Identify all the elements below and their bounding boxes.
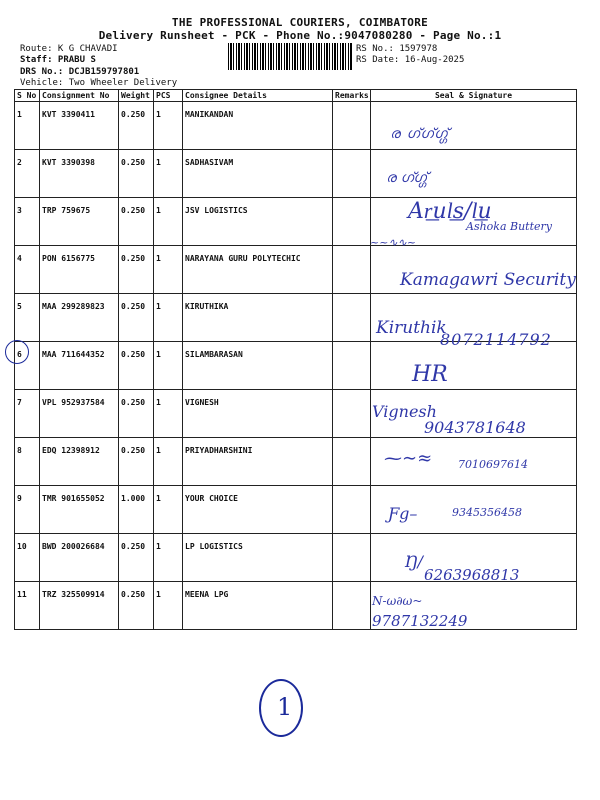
cell-weight: 0.250 — [119, 438, 154, 486]
cell-remarks — [333, 582, 371, 630]
signature-row-8-number: 7010697614 — [458, 458, 528, 471]
signature-row-7-number: 9043781648 — [424, 418, 526, 437]
cell-sno: 8 — [15, 438, 40, 486]
cell-consignee: MANIKANDAN — [183, 102, 333, 150]
signature-row-10-scribble: Ŋ/ — [404, 552, 423, 571]
cell-consignee: SADHASIVAM — [183, 150, 333, 198]
cell-pcs: 1 — [154, 102, 183, 150]
drs-label: DRS No.: DCJB159797801 — [20, 67, 140, 77]
cell-sno: 4 — [15, 246, 40, 294]
signature-row-10-number: 6263968813 — [424, 566, 520, 584]
cell-consignee: KIRUTHIKA — [183, 294, 333, 342]
cell-weight: 0.250 — [119, 342, 154, 390]
cell-pcs: 1 — [154, 342, 183, 390]
cell-consignment: KVT 3390411 — [40, 102, 119, 150]
cell-sno: 3 — [15, 198, 40, 246]
col-signature: Seal & Signature — [371, 90, 577, 102]
cell-pcs: 1 — [154, 486, 183, 534]
cell-weight: 0.250 — [119, 534, 154, 582]
cell-consignee: VIGNESH — [183, 390, 333, 438]
vehicle-label: Vehicle: Two Wheeler Delivery — [20, 78, 178, 88]
cell-remarks — [333, 294, 371, 342]
signature-row-7-name: Vignesh — [372, 402, 437, 421]
rs-date: RS Date: 16-Aug-2025 — [356, 55, 465, 65]
circled-page-number — [259, 679, 303, 737]
signature-row-4: Kamagawri Security — [400, 270, 576, 290]
cell-consignment: MAA 711644352 — [40, 342, 119, 390]
barcode — [228, 43, 352, 70]
signature-row-1: ര ഗ്ഗ്ഗ്ഗ് — [390, 126, 449, 142]
cell-remarks — [333, 534, 371, 582]
cell-pcs: 1 — [154, 246, 183, 294]
cell-consignment: KVT 3390398 — [40, 150, 119, 198]
cell-sno: 10 — [15, 534, 40, 582]
cell-consignee: MEENA LPG — [183, 582, 333, 630]
cell-weight: 0.250 — [119, 198, 154, 246]
cell-sno: 9 — [15, 486, 40, 534]
cell-consignee: SILAMBARASAN — [183, 342, 333, 390]
cell-consignment: EDQ 12398912 — [40, 438, 119, 486]
signature-row-5-number: 8072114792 — [440, 330, 552, 349]
cell-remarks — [333, 102, 371, 150]
signature-row-9-scribble: Ƒg– — [388, 504, 418, 523]
runsheet-table — [14, 89, 577, 630]
col-weight: Weight — [119, 90, 154, 102]
cell-remarks — [333, 342, 371, 390]
cell-consignment: VPL 952937584 — [40, 390, 119, 438]
col-consignment: Consignment No — [40, 90, 119, 102]
signature-row-8-scribble: ⁓∼≈ — [384, 448, 433, 469]
cell-consignment: BWD 200026684 — [40, 534, 119, 582]
cell-consignee: YOUR CHOICE — [183, 486, 333, 534]
cell-weight: 0.250 — [119, 294, 154, 342]
cell-pcs: 1 — [154, 198, 183, 246]
col-consignee: Consignee Details — [183, 90, 333, 102]
cell-sno: 2 — [15, 150, 40, 198]
cell-consignment: TRZ 325509914 — [40, 582, 119, 630]
cell-weight: 0.250 — [119, 390, 154, 438]
table-row — [15, 582, 577, 630]
cell-remarks — [333, 390, 371, 438]
signature-row-2: ര ഗ്ഗ്ഗ് — [386, 170, 428, 186]
cell-sno: 5 — [15, 294, 40, 342]
cell-consignment: MAA 299289823 — [40, 294, 119, 342]
page-number-mark: 1 — [277, 693, 293, 721]
route-label: Route: K G CHAVADI — [20, 44, 118, 54]
cell-remarks — [333, 486, 371, 534]
table-row — [15, 102, 577, 150]
col-pcs: PCS — [154, 90, 183, 102]
cell-consignee: JSV LOGISTICS — [183, 198, 333, 246]
signature-row-11-scribble: N-ω∂ω~ — [372, 594, 423, 608]
cell-consignee: LP LOGISTICS — [183, 534, 333, 582]
cell-weight: 0.250 — [119, 246, 154, 294]
signature-row-3-note: Ashoka Buttery — [466, 220, 553, 233]
signature-row-11-number: 9787132249 — [372, 612, 468, 630]
runsheet-title: Delivery Runsheet - PCK - Phone No.:9047080280 - Page No.:1 — [98, 29, 502, 42]
cell-sno: 11 — [15, 582, 40, 630]
table-row — [15, 150, 577, 198]
cell-remarks — [333, 198, 371, 246]
cell-remarks — [333, 246, 371, 294]
cell-weight: 0.250 — [119, 150, 154, 198]
cell-weight: 1.000 — [119, 486, 154, 534]
cell-sno: 7 — [15, 390, 40, 438]
signature-row-3: Ar͟ul͟s/l͟u — [408, 199, 492, 224]
signature-row-4-scribble: ~~∿∿~ — [370, 236, 417, 249]
cell-consignment: TMR 901655052 — [40, 486, 119, 534]
cell-weight: 0.250 — [119, 582, 154, 630]
cell-pcs: 1 — [154, 582, 183, 630]
signature-row-5-name: Kiruthik — [376, 318, 447, 338]
rs-number: RS No.: 1597978 — [356, 44, 438, 54]
col-remarks: Remarks — [333, 90, 371, 102]
cell-pcs: 1 — [154, 294, 183, 342]
company-title: THE PROFESSIONAL COURIERS, COIMBATORE — [171, 16, 429, 29]
cell-consignee: PRIYADHARSHINI — [183, 438, 333, 486]
cell-consignment: PON 6156775 — [40, 246, 119, 294]
cell-remarks — [333, 438, 371, 486]
staff-label: Staff: PRABU S — [20, 55, 96, 65]
cell-pcs: 1 — [154, 150, 183, 198]
cell-weight: 0.250 — [119, 102, 154, 150]
signature-row-9-number: 9345356458 — [452, 506, 522, 519]
cell-pcs: 1 — [154, 438, 183, 486]
cell-pcs: 1 — [154, 534, 183, 582]
signature-row-6: HR — [412, 362, 448, 387]
table-header-row — [15, 90, 577, 102]
cell-consignment: TRP 759675 — [40, 198, 119, 246]
cell-sno: 1 — [15, 102, 40, 150]
col-sno: S No — [15, 90, 40, 102]
cell-consignee: NARAYANA GURU POLYTECHIC — [183, 246, 333, 294]
cell-pcs: 1 — [154, 390, 183, 438]
cell-remarks — [333, 150, 371, 198]
circled-row-6-mark — [5, 340, 29, 364]
cell-sno: 6 — [15, 342, 40, 390]
